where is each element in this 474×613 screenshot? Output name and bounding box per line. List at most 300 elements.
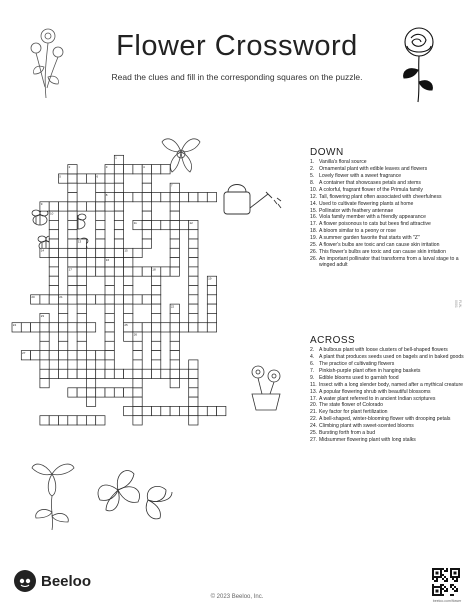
grid-cell[interactable]: [105, 165, 114, 174]
grid-cell[interactable]: [142, 165, 151, 174]
grid-cell[interactable]: [189, 397, 198, 406]
grid-cell[interactable]: [49, 220, 58, 229]
grid-cell[interactable]: [124, 406, 133, 415]
grid-cell[interactable]: [77, 323, 86, 332]
grid-cell[interactable]: [68, 193, 77, 202]
grid-cell[interactable]: [114, 220, 123, 229]
grid-cell[interactable]: [105, 388, 114, 397]
grid-cell[interactable]: [86, 174, 95, 183]
grid-cell[interactable]: [142, 295, 151, 304]
clue-number: 24.: [310, 423, 318, 430]
grid-cell[interactable]: [40, 360, 49, 369]
grid-cell[interactable]: [179, 323, 188, 332]
grid-cell[interactable]: [170, 193, 179, 202]
grid-cell[interactable]: [152, 165, 161, 174]
grid-cell[interactable]: [49, 239, 58, 248]
grid-cell[interactable]: [105, 258, 114, 267]
grid-cell[interactable]: [179, 193, 188, 202]
grid-cell[interactable]: [86, 360, 95, 369]
grid-cell[interactable]: [68, 267, 77, 276]
grid-cell[interactable]: [170, 304, 179, 313]
grid-cell[interactable]: [189, 239, 198, 248]
grid-cell[interactable]: [114, 388, 123, 397]
grid-cell[interactable]: [161, 193, 170, 202]
cell-number: 9: [40, 202, 43, 207]
grid-cell[interactable]: [189, 369, 198, 378]
grid-cell[interactable]: [152, 267, 161, 276]
grid-cell[interactable]: [105, 276, 114, 285]
grid-cell[interactable]: [152, 360, 161, 369]
brand-name: Beeloo: [41, 572, 92, 590]
grid-cell[interactable]: [77, 276, 86, 285]
grid-cell[interactable]: [142, 267, 151, 276]
grid-cell[interactable]: [49, 211, 58, 220]
grid-cell[interactable]: [96, 239, 105, 248]
grid-cell[interactable]: [86, 379, 95, 388]
grid-cell[interactable]: [152, 323, 161, 332]
grid-cell[interactable]: [86, 388, 95, 397]
grid-cell[interactable]: [86, 369, 95, 378]
grid-cell[interactable]: [207, 276, 216, 285]
grid-cell[interactable]: [179, 369, 188, 378]
grid-cell[interactable]: [124, 267, 133, 276]
grid-cell[interactable]: [189, 416, 198, 425]
grid-cell[interactable]: [68, 276, 77, 285]
grid-cell[interactable]: [170, 220, 179, 229]
grid-cell[interactable]: [77, 286, 86, 295]
grid-cell[interactable]: [59, 369, 68, 378]
grid-cell[interactable]: [40, 295, 49, 304]
grid-cell[interactable]: [189, 230, 198, 239]
grid-cell[interactable]: [170, 341, 179, 350]
down-clue: [310, 187, 470, 193]
grid-cell[interactable]: [77, 388, 86, 397]
grid-cell[interactable]: [49, 248, 58, 257]
grid-cell[interactable]: [133, 193, 142, 202]
grid-cell[interactable]: [49, 416, 58, 425]
clue-number: 13.: [310, 388, 318, 395]
grid-cell[interactable]: [133, 332, 142, 341]
grid-cell[interactable]: [21, 323, 30, 332]
grid-cell[interactable]: [170, 323, 179, 332]
grid-cell[interactable]: [142, 183, 151, 192]
grid-cell[interactable]: [31, 351, 40, 360]
grid-cell[interactable]: [179, 220, 188, 229]
grid-cell[interactable]: [207, 193, 216, 202]
grid-cell[interactable]: [59, 174, 68, 183]
grid-cell[interactable]: [189, 193, 198, 202]
grid-cell[interactable]: [77, 369, 86, 378]
grid-cell[interactable]: [152, 406, 161, 415]
grid-cell[interactable]: [68, 239, 77, 248]
grid-cell[interactable]: [189, 313, 198, 322]
grid-cell[interactable]: [207, 286, 216, 295]
grid-cell[interactable]: [124, 258, 133, 267]
grid-cell[interactable]: [59, 351, 68, 360]
grid-cell[interactable]: [152, 351, 161, 360]
grid-cell[interactable]: [105, 360, 114, 369]
grid-cell[interactable]: [86, 248, 95, 257]
grid-cell[interactable]: [68, 230, 77, 239]
grid-cell[interactable]: [133, 341, 142, 350]
grid-cell[interactable]: [59, 332, 68, 341]
rose-icon: [394, 24, 444, 104]
grid-cell[interactable]: [77, 416, 86, 425]
grid-cell[interactable]: [40, 323, 49, 332]
grid-cell[interactable]: [77, 267, 86, 276]
grid-cell[interactable]: [161, 220, 170, 229]
grid-cell[interactable]: [114, 369, 123, 378]
grid-cell[interactable]: [68, 258, 77, 267]
grid-cell[interactable]: [68, 165, 77, 174]
grid-cell[interactable]: [114, 155, 123, 164]
grid-cell[interactable]: [59, 248, 68, 257]
grid-cell[interactable]: [40, 351, 49, 360]
grid-cell[interactable]: [170, 351, 179, 360]
grid-cell[interactable]: [152, 295, 161, 304]
grid-cell[interactable]: [68, 248, 77, 257]
qr-code-icon[interactable]: [432, 568, 460, 596]
clue-number: 7.: [310, 367, 315, 374]
grid-cell[interactable]: [133, 323, 142, 332]
grid-cell[interactable]: [86, 397, 95, 406]
grid-cell[interactable]: [31, 323, 40, 332]
grid-cell[interactable]: [133, 416, 142, 425]
grid-cell[interactable]: [49, 323, 58, 332]
grid-cell[interactable]: [133, 267, 142, 276]
grid-cell[interactable]: [114, 230, 123, 239]
grid-cell[interactable]: [170, 332, 179, 341]
grid-cell[interactable]: [49, 276, 58, 285]
grid-cell[interactable]: [189, 323, 198, 332]
grid-cell[interactable]: [114, 183, 123, 192]
down-clue: [310, 173, 470, 179]
grid-cell[interactable]: [86, 351, 95, 360]
grid-cell[interactable]: [21, 351, 30, 360]
clue-text: Viola family member with a friendly appearance: [319, 214, 426, 221]
grid-cell[interactable]: [161, 369, 170, 378]
grid-cell[interactable]: [189, 248, 198, 257]
grid-cell[interactable]: [96, 174, 105, 183]
grid-cell[interactable]: [124, 295, 133, 304]
grid-cell[interactable]: [124, 313, 133, 322]
grid-cell[interactable]: [105, 248, 114, 257]
grid-cell[interactable]: [96, 230, 105, 239]
grid-cell[interactable]: [142, 406, 151, 415]
grid-cell[interactable]: [96, 295, 105, 304]
grid-cell[interactable]: [114, 258, 123, 267]
grid-cell[interactable]: [170, 202, 179, 211]
grid-cell[interactable]: [77, 239, 86, 248]
grid-cell[interactable]: [142, 220, 151, 229]
grid-cell[interactable]: [189, 276, 198, 285]
grid-cell[interactable]: [68, 388, 77, 397]
grid-cell[interactable]: [49, 286, 58, 295]
grid-cell[interactable]: [105, 332, 114, 341]
grid-cell[interactable]: [170, 379, 179, 388]
grid-cell[interactable]: [77, 202, 86, 211]
grid-cell[interactable]: [96, 267, 105, 276]
grid-cell[interactable]: [189, 286, 198, 295]
grid-cell[interactable]: [49, 267, 58, 276]
grid-cell[interactable]: [124, 332, 133, 341]
clue-text: Vanilla's floral source: [319, 159, 367, 166]
grid-cell[interactable]: [68, 183, 77, 192]
grid-cell[interactable]: [105, 193, 114, 202]
grid-cell[interactable]: [114, 193, 123, 202]
grid-cell[interactable]: [170, 267, 179, 276]
grid-cell[interactable]: [189, 360, 198, 369]
grid-cell[interactable]: [68, 416, 77, 425]
grid-cell[interactable]: [59, 313, 68, 322]
grid-cell[interactable]: [68, 211, 77, 220]
grid-cell[interactable]: [105, 286, 114, 295]
grid-cell[interactable]: [170, 406, 179, 415]
grid-cell[interactable]: [142, 239, 151, 248]
grid-cell[interactable]: [152, 304, 161, 313]
grid-cell[interactable]: [40, 341, 49, 350]
grid-cell[interactable]: [59, 341, 68, 350]
clue-number: 9.: [310, 374, 315, 381]
grid-cell[interactable]: [49, 351, 58, 360]
grid-cell[interactable]: [207, 313, 216, 322]
grid-cell[interactable]: [170, 211, 179, 220]
grid-cell[interactable]: [207, 406, 216, 415]
grid-cell[interactable]: [77, 313, 86, 322]
grid-cell[interactable]: [68, 174, 77, 183]
grid-cell[interactable]: [40, 313, 49, 322]
grid-cell[interactable]: [96, 202, 105, 211]
grid-cell[interactable]: [161, 323, 170, 332]
grid-cell[interactable]: [170, 183, 179, 192]
grid-cell[interactable]: [114, 248, 123, 257]
grid-cell[interactable]: [40, 416, 49, 425]
grid-cell[interactable]: [49, 369, 58, 378]
grid-cell[interactable]: [77, 258, 86, 267]
brand-logo[interactable]: [14, 570, 91, 592]
grid-cell[interactable]: [59, 295, 68, 304]
grid-cell[interactable]: [198, 406, 207, 415]
grid-cell[interactable]: [161, 165, 170, 174]
grid-cell[interactable]: [96, 388, 105, 397]
grid-cell[interactable]: [152, 193, 161, 202]
grid-cell[interactable]: [152, 313, 161, 322]
flower-bouquet-icon: [22, 22, 70, 100]
grid-cell[interactable]: [49, 295, 58, 304]
grid-cell[interactable]: [170, 369, 179, 378]
grid-cell[interactable]: [49, 202, 58, 211]
grid-cell[interactable]: [133, 369, 142, 378]
across-clue: [310, 389, 470, 395]
grid-cell[interactable]: [133, 351, 142, 360]
grid-cell[interactable]: [142, 193, 151, 202]
grid-cell[interactable]: [124, 286, 133, 295]
grid-cell[interactable]: [105, 304, 114, 313]
grid-cell[interactable]: [152, 332, 161, 341]
grid-cell[interactable]: [189, 267, 198, 276]
grid-cell[interactable]: [40, 248, 49, 257]
grid-cell[interactable]: [124, 388, 133, 397]
grid-cell[interactable]: [105, 323, 114, 332]
grid-cell[interactable]: [96, 193, 105, 202]
clue-text: Pollinator with feathery antennae: [319, 207, 394, 214]
grid-cell[interactable]: [86, 416, 95, 425]
grid-cell[interactable]: [59, 304, 68, 313]
grid-cell[interactable]: [189, 379, 198, 388]
grid-cell[interactable]: [86, 202, 95, 211]
grid-cell[interactable]: [96, 183, 105, 192]
grid-cell[interactable]: [207, 323, 216, 332]
grid-cell[interactable]: [31, 295, 40, 304]
grid-cell[interactable]: [68, 351, 77, 360]
grid-cell[interactable]: [198, 323, 207, 332]
grid-cell[interactable]: [49, 258, 58, 267]
grid-cell[interactable]: [198, 193, 207, 202]
grid-cell[interactable]: [40, 332, 49, 341]
grid-cell[interactable]: [68, 286, 77, 295]
grid-cell[interactable]: [12, 323, 21, 332]
grid-cell[interactable]: [133, 360, 142, 369]
grid-cell[interactable]: [124, 165, 133, 174]
grid-cell[interactable]: [152, 220, 161, 229]
cell-number: 13: [77, 239, 82, 244]
grid-cell[interactable]: [142, 230, 151, 239]
grid-cell[interactable]: [105, 202, 114, 211]
grid-cell[interactable]: [142, 323, 151, 332]
grid-cell[interactable]: [114, 211, 123, 220]
grid-cell[interactable]: [105, 313, 114, 322]
grid-cell[interactable]: [142, 211, 151, 220]
grid-cell[interactable]: [114, 165, 123, 174]
grid-cell[interactable]: [40, 202, 49, 211]
grid-cell[interactable]: [170, 313, 179, 322]
grid-cell[interactable]: [124, 323, 133, 332]
cell-number: 7: [170, 183, 173, 188]
grid-cell[interactable]: [161, 267, 170, 276]
grid-cell[interactable]: [152, 369, 161, 378]
grid-cell[interactable]: [133, 397, 142, 406]
grid-cell[interactable]: [133, 388, 142, 397]
grid-cell[interactable]: [68, 369, 77, 378]
grid-cell[interactable]: [86, 295, 95, 304]
grid-cell[interactable]: [59, 202, 68, 211]
grid-cell[interactable]: [170, 239, 179, 248]
grid-cell[interactable]: [142, 174, 151, 183]
grid-cell[interactable]: [105, 341, 114, 350]
grid-cell[interactable]: [86, 267, 95, 276]
grid-cell[interactable]: [96, 248, 105, 257]
grid-cell[interactable]: [105, 174, 114, 183]
grid-cell[interactable]: [114, 295, 123, 304]
grid-cell[interactable]: [96, 220, 105, 229]
grid-cell[interactable]: [142, 369, 151, 378]
grid-cell[interactable]: [96, 416, 105, 425]
grid-cell[interactable]: [77, 341, 86, 350]
clue-number: 25.: [310, 241, 318, 248]
grid-cell[interactable]: [68, 202, 77, 211]
grid-cell[interactable]: [77, 332, 86, 341]
grid-cell[interactable]: [114, 174, 123, 183]
grid-cell[interactable]: [170, 230, 179, 239]
grid-cell[interactable]: [124, 369, 133, 378]
grid-cell[interactable]: [161, 406, 170, 415]
grid-cell[interactable]: [114, 239, 123, 248]
grid-cell[interactable]: [68, 323, 77, 332]
grid-cell[interactable]: [207, 304, 216, 313]
clue-number: 8.: [310, 179, 315, 186]
grid-cell[interactable]: [59, 416, 68, 425]
grid-cell[interactable]: [68, 295, 77, 304]
grid-cell[interactable]: [133, 220, 142, 229]
grid-cell[interactable]: [105, 369, 114, 378]
cell-number: 2: [68, 165, 71, 169]
grid-cell[interactable]: [77, 304, 86, 313]
grid-cell[interactable]: [217, 406, 226, 415]
grid-cell[interactable]: [68, 220, 77, 229]
grid-cell[interactable]: [133, 379, 142, 388]
grid-cell[interactable]: [189, 304, 198, 313]
grid-cell[interactable]: [133, 295, 142, 304]
grid-cell[interactable]: [189, 406, 198, 415]
grid-cell[interactable]: [170, 258, 179, 267]
grid-cell[interactable]: [77, 248, 86, 257]
grid-cell[interactable]: [133, 248, 142, 257]
grid-cell[interactable]: [114, 202, 123, 211]
grid-cell[interactable]: [59, 360, 68, 369]
grid-cell[interactable]: [133, 406, 142, 415]
grid-cell[interactable]: [77, 360, 86, 369]
grid-cell[interactable]: [105, 295, 114, 304]
grid-cell[interactable]: [179, 406, 188, 415]
grid-cell[interactable]: [40, 379, 49, 388]
grid-cell[interactable]: [114, 267, 123, 276]
grid-cell[interactable]: [133, 165, 142, 174]
clue-text: The state flower of Colorado: [319, 402, 383, 409]
grid-cell[interactable]: [124, 193, 133, 202]
grid-cell[interactable]: [77, 174, 86, 183]
grid-cell[interactable]: [152, 341, 161, 350]
grid-cell[interactable]: [124, 248, 133, 257]
grid-cell[interactable]: [189, 295, 198, 304]
grid-cell[interactable]: [40, 369, 49, 378]
grid-cell[interactable]: [96, 258, 105, 267]
clue-number: 15.: [310, 207, 318, 214]
grid-cell[interactable]: [189, 220, 198, 229]
grid-cell[interactable]: [124, 276, 133, 285]
grid-cell[interactable]: [105, 267, 114, 276]
clue-number: 26.: [310, 255, 318, 262]
grid-cell[interactable]: [96, 351, 105, 360]
grid-cell[interactable]: [189, 388, 198, 397]
grid-cell[interactable]: [86, 323, 95, 332]
grid-cell[interactable]: [96, 369, 105, 378]
grid-cell[interactable]: [152, 286, 161, 295]
grid-cell[interactable]: [189, 258, 198, 267]
grid-cell[interactable]: [105, 351, 114, 360]
grid-cell[interactable]: [59, 323, 68, 332]
grid-cell[interactable]: [170, 360, 179, 369]
grid-cell[interactable]: [96, 211, 105, 220]
grid-cell[interactable]: [77, 295, 86, 304]
grid-cell[interactable]: [170, 248, 179, 257]
grid-cell[interactable]: [49, 230, 58, 239]
grid-cell[interactable]: [124, 304, 133, 313]
grid-cell[interactable]: [152, 276, 161, 285]
grid-cell[interactable]: [207, 295, 216, 304]
grid-cell[interactable]: [77, 351, 86, 360]
grid-cell[interactable]: [142, 202, 151, 211]
copyright-text: © 2023 Beeloo, Inc.: [210, 594, 264, 600]
